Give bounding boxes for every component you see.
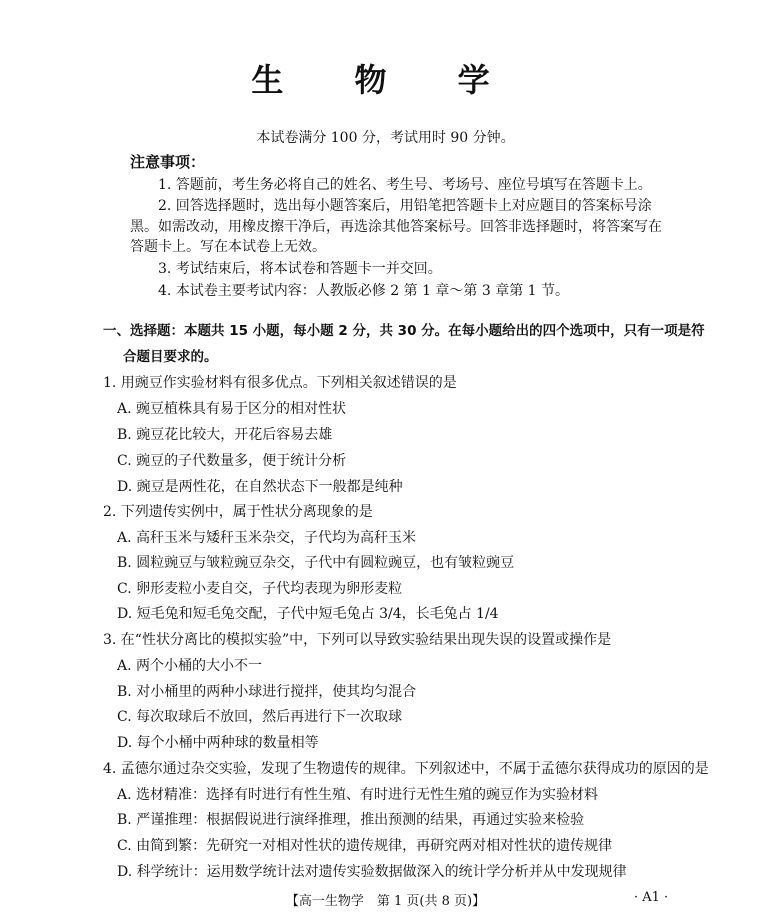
question-stem: 2. 下列遗传实例中，属于性状分离现象的是 — [103, 504, 373, 520]
paper-code: · A1 · — [634, 890, 669, 905]
question-stem: 3. 在“性状分离比的模拟实验”中，下列可以导致实验结果出现失误的设置或操作是 — [103, 632, 612, 648]
option-c: C. 卵形麦粒小麦自交，子代均表现为卵形麦粒 — [117, 581, 403, 597]
option-c: C. 由简到繁：先研究一对相对性状的遗传规律，再研究两对相对性状的遗传规律 — [117, 838, 613, 854]
section-heading-cont: 合题目要求的。 — [123, 349, 218, 365]
note-line: 3. 考试结束后，将本试卷和答题卡一并交回。 — [158, 261, 442, 277]
option-b: B. 圆粒豌豆与皱粒豌豆杂交，子代中有圆粒豌豆，也有皱粒豌豆 — [117, 555, 515, 571]
page-title: 生 物 学 — [251, 61, 520, 99]
option-a: A. 选材精准：选择有时进行有性生殖、有时进行无性生殖的豌豆作为实验材料 — [117, 787, 599, 803]
option-b: B. 严谨推理：根据假说进行演绎推理，推出预测的结果，再通过实验来检验 — [117, 812, 585, 828]
option-b: B. 豌豆花比较大，开花后容易去雄 — [117, 427, 333, 443]
notes-heading: 注意事项： — [130, 153, 206, 171]
option-d: D. 短毛兔和短毛兔交配，子代中短毛兔占 3/4，长毛兔占 1/4 — [117, 606, 499, 622]
option-d: D. 科学统计：运用数学统计法对遗传实验数据做深入的统计学分析并从中发现规律 — [117, 864, 627, 880]
option-d: D. 豌豆是两性花，在自然状态下一般都是纯种 — [117, 479, 403, 495]
exam-subtitle: 本试卷满分 100 分，考试用时 90 分钟。 — [256, 130, 515, 146]
option-b: B. 对小桶里的两种小球进行搅拌，使其均匀混合 — [117, 684, 417, 700]
option-a: A. 两个小桶的大小不一 — [117, 658, 263, 674]
note-line: 黑。如需改动，用橡皮擦干净后，再选涂其他答案标号。回答非选择题时，将答案写在 — [130, 219, 662, 235]
option-a: A. 豌豆植株具有易于区分的相对性状 — [117, 401, 347, 417]
page-footer: 【高一生物学 第 1 页(共 8 页)】 — [285, 894, 486, 909]
option-c: C. 豌豆的子代数量多，便于统计分析 — [117, 453, 347, 469]
note-line: 答题卡上。写在本试卷上无效。 — [130, 239, 326, 255]
question-stem: 4. 孟德尔通过杂交实验，发现了生物遗传的规律。下列叙述中，不属于孟德尔获得成功的原因的是 — [103, 761, 709, 777]
option-c: C. 每次取球后不放回，然后再进行下一次取球 — [117, 709, 403, 725]
note-line: 4. 本试卷主要考试内容：人教版必修 2 第 1 章～第 3 章第 1 节。 — [158, 283, 570, 299]
note-line: 1. 答题前，考生务必将自己的姓名、考生号、考场号、座位号填写在答题卡上。 — [158, 177, 652, 193]
question-stem: 1. 用豌豆作实验材料有很多优点。下列相关叙述错误的是 — [103, 375, 457, 391]
option-d: D. 每个小桶中两种球的数量相等 — [117, 735, 319, 751]
note-line: 2. 回答选择题时，选出每小题答案后，用铅笔把答题卡上对应题目的答案标号涂 — [158, 198, 652, 214]
section-heading: 一、选择题：本题共 15 小题，每小题 2 分，共 30 分。在每小题给出的四个选项中，只有一项是符 — [103, 323, 705, 339]
option-a: A. 高秆玉米与矮秆玉米杂交，子代均为高秆玉米 — [117, 530, 417, 546]
